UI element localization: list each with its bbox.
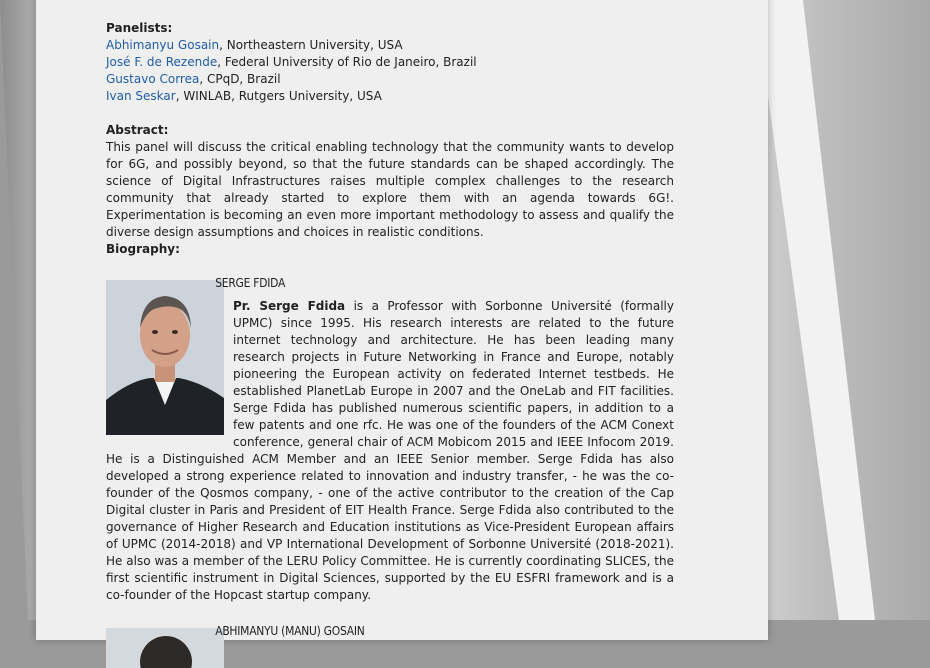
portrait-photo [106, 280, 224, 435]
panelist-name-link[interactable]: Gustavo Correa [106, 72, 200, 86]
panelist-affiliation: , Northeastern University, USA [219, 38, 403, 52]
panelist-item [106, 88, 674, 105]
panelist-name-link[interactable]: Ivan Seskar [106, 89, 176, 103]
bio-body: is a Professor with Sorbonne Université (formally UPMC) since 1995. His research interests are related to the future internet technology and architecture. He has been leading many research projects in Future Networking in France and Europe, notably pioneering the European activity on federated Internet testbeds. He established PlanetLab Europe in 2007 and the OneLab and FIT facilities. Serge Fdida has published numerous scientific papers, in addition to a few patents and one rfc. He was one of the founders of the ACM Conext conference, general chair of ACM Mobicom 2015 and IEEE Infocom 2019. He is a Distinguished ACM Member and an IEEE Senior member. Serge Fdida has also developed a strong experience related to innovation and industry transfer, - he was the co-founder of the Qosmos company, - one of the active contributor to the creation of the Cap Digital cluster in Paris and President of EIT Health France. Serge Fdida also contributed to the governance of Higher Research and Education institutions as Vice-President European affairs of UPMC (2014-2018) and VP International Development of Sorbonne Université (2018-2021). He also was a member of the LERU Policy Committee. He is currently coordinating SLICES, the first scientific instrument in Digital Sciences, supported by the EU ESFRI framework and is a co-founder of the Hopcast startup company. [106, 299, 674, 602]
panelist-item [106, 54, 674, 71]
abstract-label: Abstract: [106, 123, 169, 137]
bio-abhimanyu-gosain [106, 622, 674, 639]
portrait-illustration [106, 280, 224, 435]
document-page [36, 0, 768, 640]
panelist-item [106, 37, 674, 54]
panelist-name-link[interactable]: José F. de Rezende [106, 55, 218, 69]
panelist-item [106, 71, 674, 88]
abstract-text: This panel will discuss the critical enabling technology that the community wants to develop for 6G, and possibly beyond, so that the future standards can be shaped accordingly. The science of Digital Infrastructures raises multiple complex challenges to the research community that already started to explore them with an agenda towards 6G!. Experimentation is becoming an even more important methodology to assess and qualify the diverse design assumptions and choices in realistic conditions. [106, 140, 674, 239]
bio-name-bold: Pr. Serge Fdida [233, 299, 346, 313]
panelist-affiliation: , CPqD, Brazil [199, 72, 281, 86]
biography-label: Biography: [106, 242, 180, 256]
panelist-affiliation: , WINLAB, Rutgers University, USA [175, 89, 382, 103]
bio-serge-fdida [106, 274, 674, 604]
panelists-label: Panelists: [106, 21, 173, 35]
page-content [106, 0, 674, 668]
panelist-affiliation: , Federal University of Rio de Janeiro, Brazil [217, 55, 477, 69]
bio-heading: SERGE FDIDA [215, 275, 286, 290]
bio-heading: ABHIMANYU (MANU) GOSAIN [215, 623, 365, 638]
panelist-name-link[interactable]: Abhimanyu Gosain [106, 38, 220, 52]
